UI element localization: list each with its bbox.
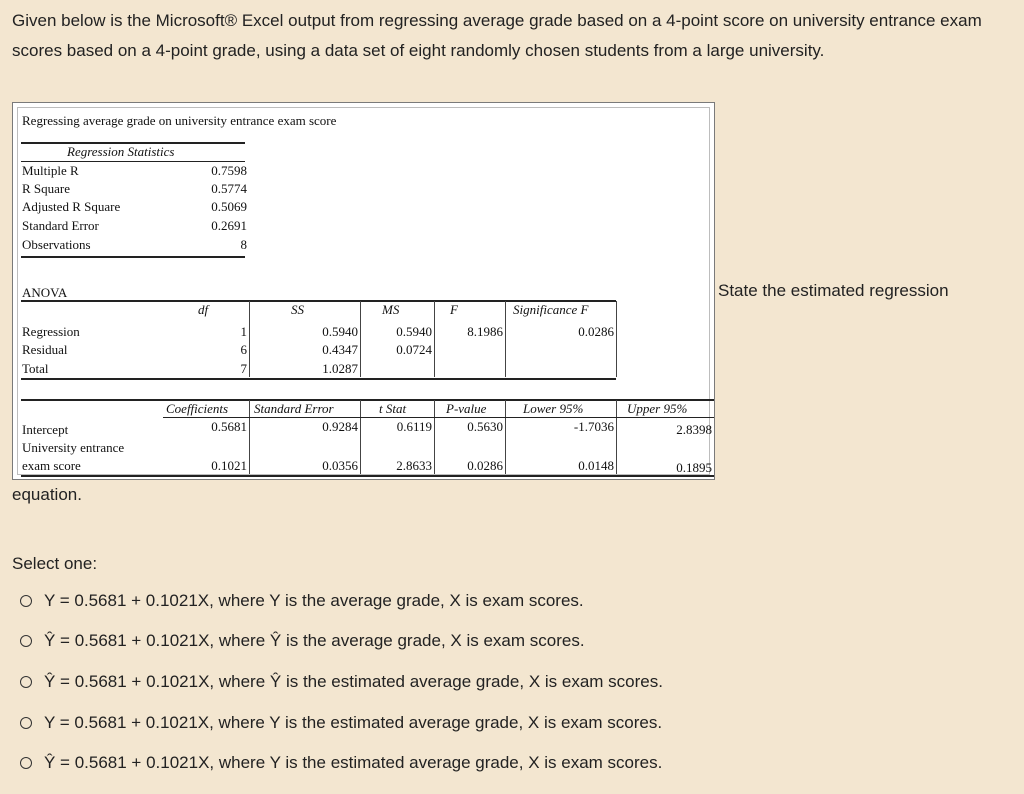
anova-title: ANOVA (22, 285, 68, 300)
answer-option-3[interactable] (20, 669, 663, 695)
anova-df: 6 (240, 342, 247, 357)
anova-ss: 0.4347 (322, 342, 358, 357)
answer-option-5[interactable] (20, 750, 662, 776)
coef-lower: 0.0148 (578, 458, 614, 473)
answer-option-text: Y = 0.5681 + 0.1021X, where Y is the average grade, X is exam scores. (44, 591, 584, 610)
coef-tstat: 0.6119 (396, 419, 432, 434)
coef-top-rule (21, 399, 714, 401)
anova-header-f: F (450, 302, 458, 317)
anova-header-df: df (198, 302, 209, 317)
anova-header-sigf: Significance F (513, 302, 589, 317)
radio-button[interactable] (20, 635, 32, 647)
stat-value: 0.5774 (211, 181, 247, 196)
anova-col-divider (616, 301, 617, 377)
excel-output-image (12, 102, 715, 480)
answer-option-4[interactable] (20, 710, 662, 736)
anova-col-divider (505, 301, 506, 377)
stat-label: Multiple R (22, 163, 79, 178)
answer-option-text: Y = 0.5681 + 0.1021X, where Y is the estimated average grade, X is exam scores. (44, 713, 663, 732)
stats-header: Regression Statistics (67, 144, 175, 159)
coef-col-divider (249, 400, 250, 474)
question-side-prompt: State the estimated regression (718, 281, 949, 300)
coef-header-pvalue: P-value (446, 401, 487, 416)
coef-pvalue: 0.0286 (467, 458, 503, 473)
coef-col-divider (616, 400, 617, 474)
stat-value: 0.2691 (211, 218, 247, 233)
coef-se: 0.9284 (322, 419, 358, 434)
stat-label: Standard Error (22, 218, 99, 233)
stat-value: 0.7598 (211, 163, 247, 178)
stats-bottom-rule (21, 256, 245, 258)
coef-upper: 2.8398 (676, 422, 712, 437)
coef-row-label: exam score (22, 458, 81, 473)
anova-col-divider (360, 301, 361, 377)
coef-header-coefficients: Coefficients (166, 401, 229, 416)
coef-upper: 0.1895 (676, 460, 712, 475)
anova-ms: 0.5940 (396, 324, 432, 339)
coef-header-upper: Upper 95% (627, 401, 688, 416)
anova-col-divider (249, 301, 250, 377)
select-one-label: Select one: (12, 554, 98, 573)
answer-option-2[interactable] (20, 628, 585, 654)
coef-row-label: University entrance (22, 440, 125, 455)
coef-se: 0.0356 (322, 458, 358, 473)
coef-header-se: Standard Error (254, 401, 334, 416)
question-intro: Given below is the Microsoft® Excel output from regressing average grade based on a 4-point score on university entrance exam scores based on a 4-point grade, using a data set of eight randomly chosen students from a large university. (12, 11, 982, 60)
radio-button[interactable] (20, 676, 32, 688)
answer-option-text: Ŷ = 0.5681 + 0.1021X, where Y is the estimated average grade, X is exam scores. (44, 753, 663, 772)
coef-header-tstat: t Stat (379, 401, 407, 416)
anova-header-ms: MS (382, 302, 400, 317)
coef-header-rule (163, 417, 714, 418)
radio-button[interactable] (20, 757, 32, 769)
radio-button[interactable] (20, 595, 32, 607)
anova-ms: 0.0724 (396, 342, 432, 357)
coef-lower: -1.7036 (573, 419, 614, 434)
stat-label: Observations (22, 237, 91, 252)
anova-ss: 0.5940 (322, 324, 358, 339)
anova-row-label: Total (22, 361, 49, 376)
anova-col-divider (434, 301, 435, 377)
anova-ss: 1.0287 (322, 361, 358, 376)
coef-col-divider (505, 400, 506, 474)
stat-label: R Square (22, 181, 71, 196)
anova-df: 7 (240, 361, 247, 376)
answer-option-text: Ŷ = 0.5681 + 0.1021X, where Ŷ is the average grade, X is exam scores. (44, 631, 585, 650)
stats-header-rule (21, 161, 245, 162)
coef-header-lower: Lower 95% (523, 401, 584, 416)
anova-header-ss: SS (291, 302, 304, 317)
coef-value: 0.5681 (211, 419, 247, 434)
anova-bottom-rule (21, 378, 616, 380)
anova-row-label: Regression (22, 324, 80, 339)
coef-col-divider (360, 400, 361, 474)
coef-row-label: Intercept (22, 422, 69, 437)
coef-col-divider (434, 400, 435, 474)
coef-pvalue: 0.5630 (467, 419, 503, 434)
coef-value: 0.1021 (211, 458, 247, 473)
question-continuation: equation. (12, 485, 82, 504)
anova-row-label: Residual (22, 342, 68, 357)
coef-tstat: 2.8633 (396, 458, 432, 473)
anova-sigf: 0.0286 (578, 324, 614, 339)
radio-button[interactable] (20, 717, 32, 729)
anova-f: 8.1986 (467, 324, 503, 339)
stat-label: Adjusted R Square (22, 199, 121, 214)
coef-bottom-rule (21, 475, 714, 477)
stat-value: 8 (240, 237, 247, 252)
anova-df: 1 (240, 324, 247, 339)
excel-title: Regressing average grade on university entrance exam score (22, 113, 337, 128)
answer-option-1[interactable] (20, 588, 584, 614)
answer-option-text: Ŷ = 0.5681 + 0.1021X, where Ŷ is the estimated average grade, X is exam scores. (44, 672, 663, 691)
stat-value: 0.5069 (211, 199, 247, 214)
